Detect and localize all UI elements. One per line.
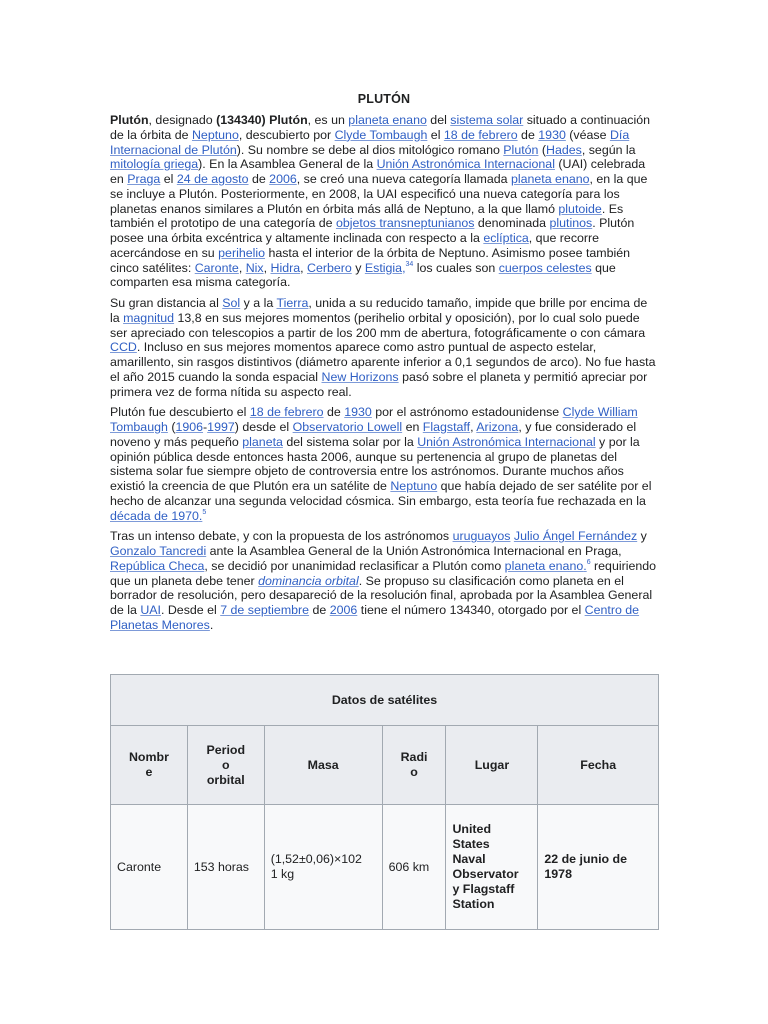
wiki-link[interactable]: Neptuno xyxy=(390,479,438,493)
text-run: y por la opinión pública desde entonces hasta 2006, aunque su pertenencia al grupo de planetas del sistema solar fue siempre objeto de controversia entre los astrónomos. Durante muchos años existió la creencia de que Plutón era un satélite de xyxy=(110,434,640,493)
text-run: , xyxy=(238,260,246,275)
bold-term: Plutón xyxy=(110,113,149,127)
table-row xyxy=(111,805,659,930)
text-run: , es un xyxy=(307,113,349,127)
wiki-link[interactable]: Hidra xyxy=(270,260,301,275)
text-run: Tras un intenso debate, y con la propuesta de los astrónomos xyxy=(110,529,453,544)
text-run: que comparten esa misma categoría. xyxy=(110,260,616,290)
text-run: pasó sobre el planeta y permitió apreciar por primera vez de forma nítida su aspecto real. xyxy=(110,369,648,399)
text-run: Plutón fue descubierto el xyxy=(110,405,250,420)
text-run: el xyxy=(160,172,177,186)
wiki-link[interactable]: Hades xyxy=(546,142,582,157)
wiki-link[interactable]: Praga xyxy=(127,172,161,186)
cell-fecha: 22 de junio de 1978 xyxy=(538,805,659,930)
text-run: ) desde el xyxy=(234,420,293,434)
wiki-link[interactable]: 1997 xyxy=(207,420,235,434)
paragraph-visibility xyxy=(110,296,658,399)
text-run: (UAI) celebrada en xyxy=(110,157,646,186)
wiki-link[interactable]: objetos transneptunianos xyxy=(335,216,475,231)
text-run: . Desde el xyxy=(160,603,221,617)
wiki-link[interactable]: Cerbero xyxy=(307,260,352,275)
text-run: del xyxy=(426,113,451,127)
wiki-link[interactable]: Sol xyxy=(222,296,241,310)
text-run: , unida a su reducido tamaño, impide que brille por encima de la xyxy=(110,296,648,325)
wiki-link[interactable]: Centro de Planetas Menores xyxy=(110,603,640,632)
text-run: y xyxy=(637,529,647,544)
text-run: . xyxy=(209,617,214,632)
text-run: en xyxy=(402,420,423,434)
wiki-link[interactable]: sistema solar xyxy=(450,113,524,127)
header-periodo-orbital: Period o orbital xyxy=(187,726,264,805)
wiki-link[interactable]: . xyxy=(583,558,587,573)
wiki-link[interactable]: 7 de septiembre xyxy=(220,603,310,617)
wiki-link[interactable]: planeta enano xyxy=(504,558,584,573)
text-run: , que recorre acercándose en su xyxy=(110,231,600,260)
text-run: que había dejado de ser satélite por el hecho de alcanzar una segunda velocidad cósmica. Sin embargo, esta teoría fue rechazada en la xyxy=(110,479,652,508)
text-run: ante la Asamblea General de la Unión Astronómica Internacional en Praga, xyxy=(206,544,622,558)
wiki-link[interactable]: Neptuno xyxy=(191,127,239,142)
text-run: de xyxy=(517,127,539,142)
cell-masa: (1,52±0,06)×102 1 kg xyxy=(264,805,382,930)
text-run: , xyxy=(300,260,307,275)
wiki-link[interactable]: . xyxy=(198,508,203,523)
wiki-link[interactable]: Clyde William Tombaugh xyxy=(110,405,638,434)
wiki-link[interactable]: UAI xyxy=(140,603,161,617)
text-run: de xyxy=(309,603,330,617)
wiki-link[interactable]: Día Internacional de Plutón xyxy=(110,127,630,157)
article xyxy=(110,92,658,639)
header-radio: Radi o xyxy=(382,726,446,805)
text-run: Su gran distancia al xyxy=(110,296,223,310)
paragraph-reclassification xyxy=(110,529,658,632)
wiki-link[interactable]: uruguayos xyxy=(452,529,511,544)
wiki-link[interactable]: Observatorio Lowell xyxy=(292,420,403,434)
text-run: (véase xyxy=(565,127,610,142)
wiki-link[interactable]: 2006 xyxy=(329,603,358,617)
text-run: , se decidió por unanimidad reclasificar a Plutón como xyxy=(204,558,505,573)
wiki-link[interactable]: magnitud xyxy=(123,310,175,325)
wiki-link[interactable]: mitología griega xyxy=(110,157,199,172)
reference-link[interactable]: 5 xyxy=(202,508,207,516)
text-run: , según la xyxy=(581,142,636,157)
wiki-link[interactable]: planeta enano xyxy=(510,172,590,186)
text-run: , en la que se incluye a Plutón. Posteriormente, en 2008, la UAI especificó una nueva categoría para los planetas enanos similares a Plutón en órbita más allá de Neptuno, a la que llamó xyxy=(110,172,648,216)
text-run: del sistema solar por la xyxy=(282,434,418,449)
wiki-link[interactable]: 18 de febrero xyxy=(443,127,518,142)
text-run: y xyxy=(351,260,365,275)
header-masa: Masa xyxy=(264,726,382,805)
wiki-link[interactable]: 1930 xyxy=(344,405,372,420)
paragraph-intro xyxy=(110,113,658,290)
wiki-link[interactable]: New Horizons xyxy=(321,369,399,384)
wiki-link[interactable]: plutoide xyxy=(558,201,602,216)
wiki-link[interactable]: 24 de agosto xyxy=(176,172,249,186)
wiki-link[interactable]: Flagstaff xyxy=(422,420,471,434)
bold-term: (134340) Plutón xyxy=(216,113,308,127)
cell-radio: 606 km xyxy=(382,805,446,930)
cell-periodo: 153 horas xyxy=(187,805,264,930)
text-run: de xyxy=(323,405,345,420)
text-run: , designado xyxy=(148,113,217,127)
wiki-link[interactable]: CCD xyxy=(110,340,137,355)
wiki-link[interactable]: Unión Astronómica Internacional xyxy=(417,434,596,449)
wiki-link[interactable]: 1906 xyxy=(175,420,204,434)
wiki-link[interactable]: Caronte xyxy=(194,260,239,275)
wiki-link[interactable]: cuerpos celestes xyxy=(498,260,592,275)
wiki-link[interactable]: plutinos xyxy=(549,216,593,231)
wiki-link[interactable]: 1930 xyxy=(538,127,566,142)
reference-link[interactable]: 6 xyxy=(586,558,591,566)
wiki-link[interactable]: 2006 xyxy=(269,172,297,186)
text-run: , y fue considerado el noveno y más pequeño xyxy=(110,420,637,449)
satellite-table xyxy=(110,674,659,930)
paragraph-discovery xyxy=(110,405,658,523)
wiki-link[interactable]: planeta xyxy=(242,434,283,449)
text-run: , se creó una nueva categoría llamada xyxy=(296,172,511,186)
header-lugar: Lugar xyxy=(446,726,538,805)
text-run: , descubierto por xyxy=(238,127,335,142)
table-header-row xyxy=(111,726,659,805)
header-nombre: Nombr e xyxy=(111,726,188,805)
wiki-link[interactable]: Unión Astronómica Internacional xyxy=(376,157,555,172)
wiki-link[interactable]: perihelio xyxy=(218,245,265,260)
text-run: hasta el interior de la órbita de Neptuno. Asimismo posee también cinco satélites: xyxy=(110,245,631,275)
wiki-link[interactable]: década de 1970 xyxy=(110,508,199,523)
text-run: requiriendo que un planeta debe tener xyxy=(110,558,657,588)
reference-link[interactable]: 34 xyxy=(405,260,414,268)
wiki-link[interactable]: dominancia orbital xyxy=(258,573,359,588)
text-run: ). Su nombre se debe al dios mitológico romano xyxy=(236,142,504,157)
text-run: situado a continuación de la órbita de xyxy=(110,113,651,142)
text-run: . Incluso en sus mejores momentos aparece como astro puntual de aspecto estelar, amarillento, sin rasgos distintivos (diámetro aparente inferior a 0,1 segundos de arco). No fue hasta el año 2015 cuando la sonda espacial xyxy=(110,340,656,384)
wiki-link[interactable]: Plutón xyxy=(503,142,539,157)
table-caption: Datos de satélites xyxy=(111,675,659,726)
page-title: PLUTÓN xyxy=(357,92,411,106)
wiki-link[interactable]: Nix xyxy=(245,260,264,275)
text-run: ( xyxy=(538,142,547,157)
text-run: . Plutón posee una órbita excéntrica y altamente inclinada con respecto a la xyxy=(110,216,635,245)
text-run: tiene el número 134340, otorgado por el xyxy=(357,603,585,617)
text-run: . Se propuso su clasificación como planeta en el borrador de resolución, pero desapareció de la resolución final, aprobada por la Asamblea General de la xyxy=(110,573,653,617)
wiki-link[interactable]: Estigia xyxy=(364,260,403,275)
wiki-link[interactable]: planeta enano xyxy=(348,113,427,127)
text-run: , xyxy=(470,420,477,434)
text-run: por el astrónomo estadounidense xyxy=(371,405,563,420)
text-run: 13,8 en sus mejores momentos (perihelio orbital y oposición), por lo cual solo puede ser apreciado con telescopios a partir de los 200 mm de abertura, fotográficamente o con cámara xyxy=(110,310,646,340)
text-run: ( xyxy=(167,420,176,434)
wiki-link[interactable]: Gonzalo Tancredi xyxy=(110,544,207,558)
text-run: de xyxy=(248,172,270,186)
wiki-link[interactable]: eclíptica xyxy=(483,231,529,245)
text-run: - xyxy=(203,420,208,434)
cell-lugar: United States Naval Observator y Flagstaff Station xyxy=(446,805,538,930)
text-run: denominada xyxy=(474,216,550,231)
wiki-link[interactable]: Clyde Tombaugh xyxy=(334,127,428,142)
wiki-link[interactable]: Julio Ángel Fernández xyxy=(513,529,638,544)
text-run: los cuales son xyxy=(413,260,499,275)
text-run: y a la xyxy=(240,296,277,310)
cell-nombre: Caronte xyxy=(111,805,188,930)
text-run: el xyxy=(427,127,444,142)
text-run: . Es también el prototipo de una categoría de xyxy=(110,201,624,231)
text-run: , xyxy=(263,260,271,275)
wiki-link[interactable]: , xyxy=(402,260,406,275)
header-fecha: Fecha xyxy=(538,726,659,805)
wiki-link[interactable]: 18 de febrero xyxy=(249,405,324,420)
text-run: ). En la Asamblea General de la xyxy=(198,157,377,172)
wiki-link[interactable]: Arizona xyxy=(476,420,519,434)
wiki-link[interactable]: Tierra xyxy=(276,296,309,310)
wiki-link[interactable]: República Checa xyxy=(110,558,205,573)
